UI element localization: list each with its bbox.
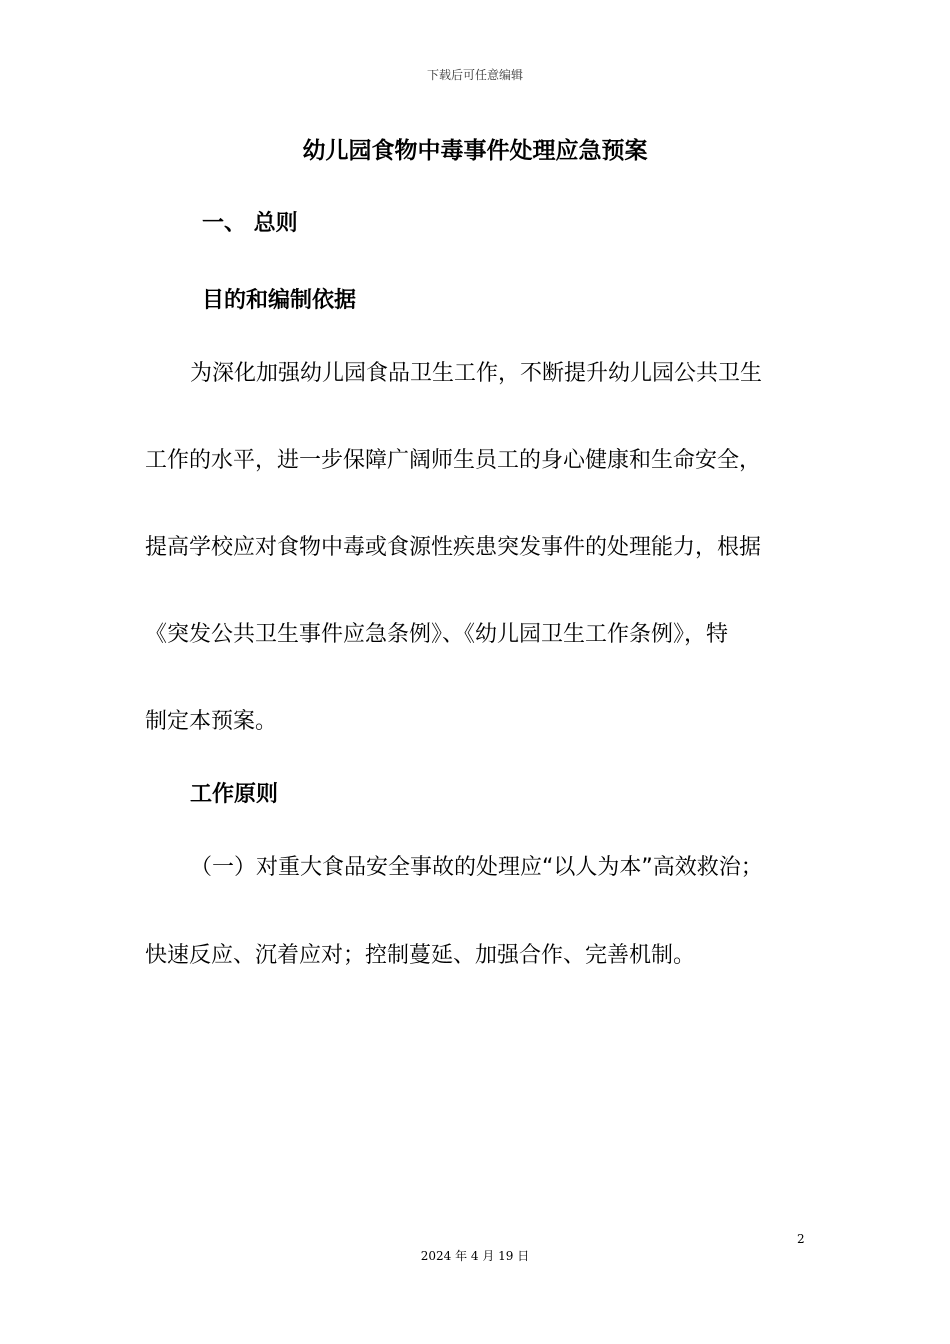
paragraph-line: 工作的水平，进一步保障广阔师生员工的身心健康和生命安全， bbox=[145, 448, 762, 473]
paragraph-line: （一）对重大食品安全事故的处理应“以人为本”高效救治； bbox=[190, 855, 763, 880]
paragraph-line: 为深化加强幼儿园食品卫生工作，不断提升幼儿园公共卫生 bbox=[190, 361, 763, 386]
header-note: 下载后可任意编辑 bbox=[426, 68, 523, 82]
footer-date: 2024 年 4 月 19 日 bbox=[420, 1249, 530, 1263]
section-heading-general: 一、 总则 bbox=[202, 211, 298, 236]
paragraph-line: 提高学校应对食物中毒或食源性疾患突发事件的处理能力，根据 bbox=[145, 535, 762, 560]
paragraph-line: 《突发公共卫生事件应急条例》、《幼儿园卫生工作条例》，特 bbox=[145, 622, 729, 647]
paragraph-line: 制定本预案。 bbox=[145, 709, 278, 734]
subsection-heading-principles: 工作原则 bbox=[190, 782, 279, 807]
paragraph-line: 快速反应、沉着应对；控制蔓延、加强合作、完善机制。 bbox=[145, 943, 696, 968]
page-number: 2 bbox=[797, 1232, 805, 1246]
subsection-heading-purpose: 目的和编制依据 bbox=[202, 288, 357, 313]
document-title: 幼儿园食物中毒事件处理应急预案 bbox=[302, 138, 648, 164]
